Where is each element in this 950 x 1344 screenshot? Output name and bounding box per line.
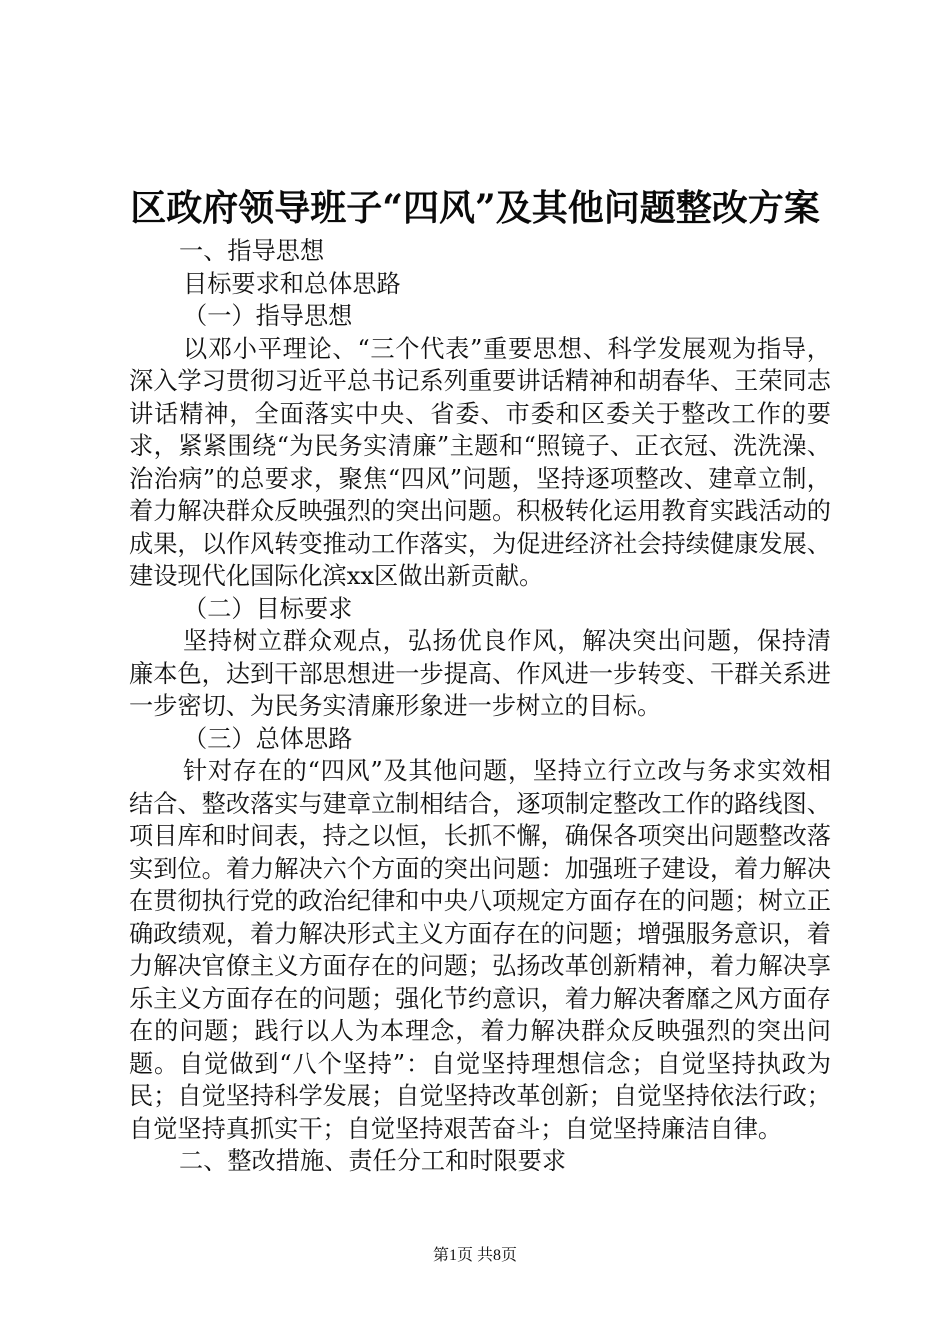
document-title: 区政府领导班子“四风”及其他问题整改方案 xyxy=(130,187,820,229)
document-body xyxy=(129,235,831,1178)
section-heading-1: 一、指导思想 xyxy=(179,237,325,265)
section-heading-2: 二、整改措施、责任分工和时限要求 xyxy=(179,1147,567,1175)
page-number-footer: 第1页 共8页 xyxy=(432,1247,517,1264)
subsection-body-1: 以邓小平理论、“三个代表”重要思想、科学发展观为指导，深入学习贯彻习近平总书记系列重要讲话精神和胡春华、王荣同志讲话精神，全面落实中央、省委、市委和区委关于整改工作的要求，紧紧围绕“为民务实清廉”主题和“照镜子、正衣冠、洗洗澡、治治病”的总要求，聚焦“四风”问题，坚持逐项整改、建章立制，着力解决群众反映强烈的突出问题。积极转化运用教育实践活动的成果，以作风转变推动工作落实，为促进经济社会持续健康发展、建设现代化国际化滨xx区做出新贡献。 xyxy=(129,334,831,590)
subsection-body-2: 坚持树立群众观点，弘扬优良作风，解决突出问题，保持清廉本色，达到干部思想进一步提高、作风进一步转变、干群关系进一步密切、为民务实清廉形象进一步树立的目标。 xyxy=(129,627,831,720)
subsection-body-3: 针对存在的“四风”及其他问题，坚持立行立改与务求实效相结合、整改落实与建章立制相结合，逐项制定整改工作的路线图、项目库和时间表，持之以恒，长抓不懈，确保各项突出问题整改落实到位。着力解决六个方面的突出问题：加强班子建设，着力解决在贯彻执行党的政治纪律和中央八项规定方面存在的问题；树立正确政绩观，着力解决形式主义方面存在的问题；增强服务意识，着力解决官僚主义方面存在的问题；弘扬改革创新精神，着力解决享乐主义方面存在的问题；强化节约意识，着力解决奢靡之风方面存在的问题；践行以人为本理念，着力解决群众反映强烈的突出问题。自觉做到“八个坚持”：自觉坚持理想信念；自觉坚持执政为民；自觉坚持科学发展；自觉坚持改革创新；自觉坚持依法行政；自觉坚持真抓实干；自觉坚持艰苦奋斗；自觉坚持廉洁自律。 xyxy=(129,757,831,1143)
subsection-heading-3: （三）总体思路 xyxy=(183,724,353,753)
subsection-heading-2: （二）目标要求 xyxy=(183,594,353,623)
subsection-heading-1: （一）指导思想 xyxy=(183,302,353,330)
section-intro: 目标要求和总体思路 xyxy=(183,269,401,298)
